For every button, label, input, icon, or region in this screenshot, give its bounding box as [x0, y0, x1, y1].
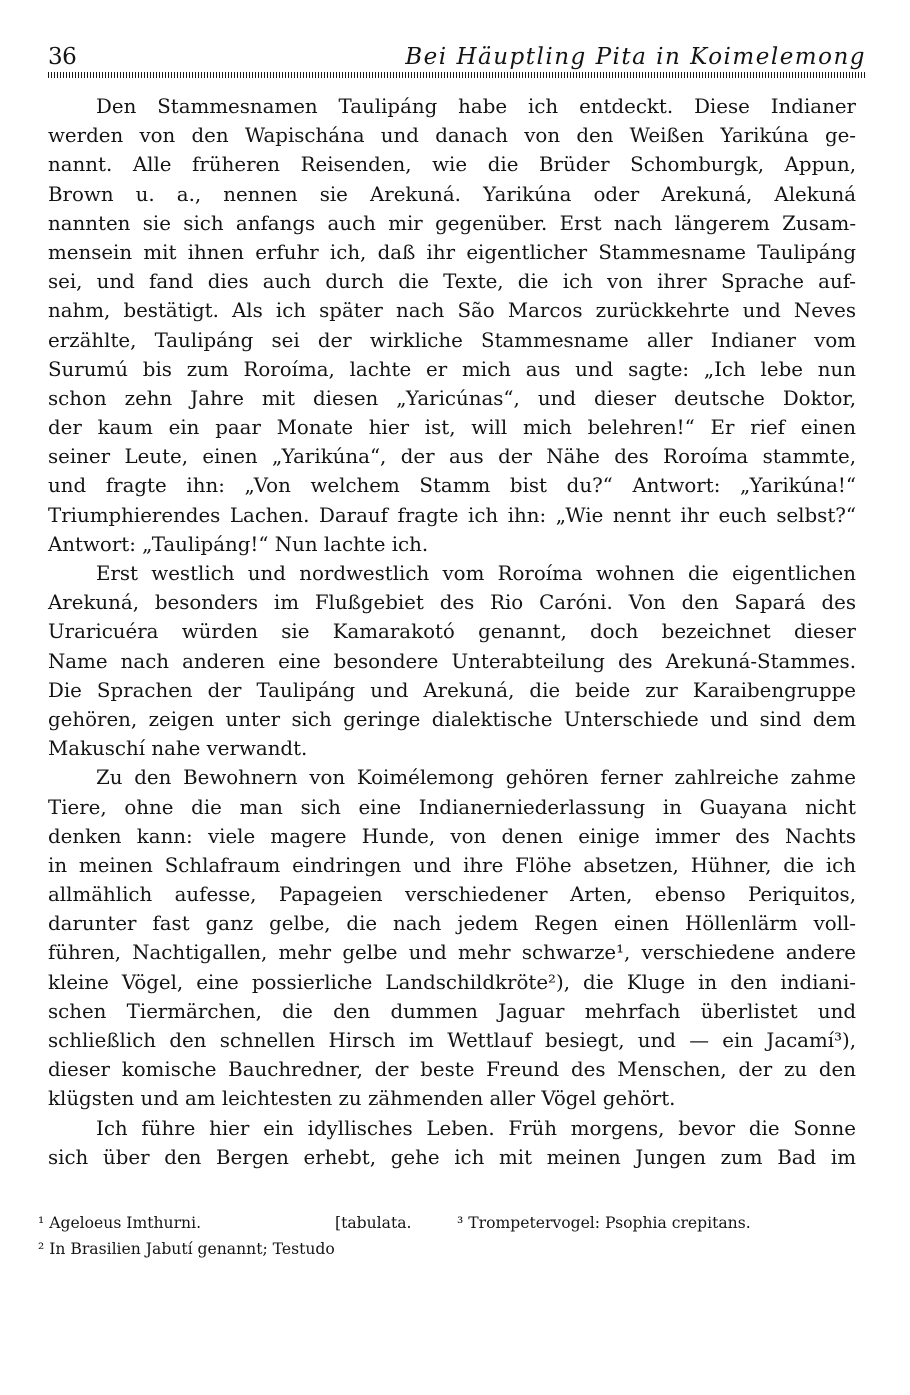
text-line: erzählte, Taulipáng sei der wirkliche Stammesname aller Indianer vom [48, 328, 856, 352]
body-text [48, 92, 856, 1172]
text-line: sei, und fand dies auch durch die Texte, die ich von ihrer Sprache auf- [48, 270, 856, 294]
text-line: Arekuná, besonders im Flußgebiet des Rio Caróni. Von den Sapará des [48, 591, 856, 615]
text-line: und fragte ihn: „Von welchem Stamm bist du?“ Antwort: „Yarikúna!“ [48, 474, 856, 498]
text-line: Tiere, ohne die man sich eine Indianerniederlassung in Guayana nicht [48, 795, 856, 819]
text-line: Name nach anderen eine besondere Unterabteilung des Arekuná-Stammes. [48, 649, 856, 673]
text-line: nannten sie sich anfangs auch mir gegenüber. Erst nach längerem Zusam- [48, 211, 856, 235]
text-line: seiner Leute, einen „Yarikúna“, der aus der Nähe des Roroíma stammte, [48, 445, 856, 469]
text-line: allmählich aufesse, Papageien verschiedener Arten, ebenso Periquitos, [48, 883, 856, 907]
text-line: Surumú bis zum Roroíma, lachte er mich aus und sagte: „Ich lebe nun [48, 357, 856, 381]
text-line: schon zehn Jahre mit diesen „Yaricúnas“, und dieser deutsche Doktor, [48, 386, 856, 410]
text-line: Erst westlich und nordwestlich vom Roroíma wohnen die eigentlichen [96, 562, 856, 585]
text-line: Antwort: „Taulipáng!“ Nun lachte ich. [48, 532, 429, 556]
text-line: der kaum ein paar Monate hier ist, will mich belehren!“ Er rief einen [48, 416, 856, 440]
text-line: nannt. Alle früheren Reisenden, wie die Brüder Schomburgk, Appun, [48, 153, 856, 177]
footnote-2: ² In Brasilien Jabutí genannt; Testudo [38, 1240, 335, 1258]
footnote-2-continuation: [tabulata. [335, 1214, 412, 1232]
text-line: Den Stammesnamen Taulipáng habe ich entdeckt. Diese Indianer [96, 95, 856, 118]
text-line: Ich führe hier ein idyllisches Leben. Früh morgens, bevor die Sonne [96, 1116, 856, 1140]
footnote-3: ³ Trompetervogel: Psophia crepitans. [457, 1214, 751, 1232]
text-line: führen, Nachtigallen, mehr gelbe und mehr schwarze¹, verschiedene andere [48, 941, 856, 965]
text-line: schließlich den schnellen Hirsch im Wettlauf besiegt, und — ein Jacamí³), [48, 1029, 856, 1052]
footnote-line [38, 1210, 858, 1236]
text-line: dieser komische Bauchredner, der beste Freund des Menschen, der zu den [48, 1058, 856, 1082]
text-line: werden von den Wapischána und danach von den Weißen Yarikúna ge- [48, 124, 856, 148]
text-line: mensein mit ihnen erfuhr ich, daß ihr eigentlicher Stammesname Taulipáng [48, 240, 856, 264]
footnote-line [38, 1236, 858, 1262]
text-line: Zu den Bewohnern von Koimélemong gehören ferner zahlreiche zahme [96, 766, 856, 790]
footnote-1: ¹ Ageloeus Imthurni. [38, 1214, 202, 1232]
footnotes [38, 1210, 858, 1262]
page-header [48, 42, 866, 82]
text-line: gehören, zeigen unter sich geringe dialektische Unterschiede und sind dem [48, 707, 856, 731]
text-line: kleine Vögel, eine possierliche Landschildkröte²), die Kluge in den indiani- [48, 970, 856, 994]
text-line: nahm, bestätigt. Als ich später nach São Marcos zurückkehrte und Neves [48, 299, 856, 323]
text-line: Die Sprachen der Taulipáng und Arekuná, die beide zur Karaibengruppe [48, 678, 856, 702]
page-number: 36 [48, 44, 77, 70]
text-line: Triumphierendes Lachen. Darauf fragte ich ihn: „Wie nennt ihr euch selbst?“ [48, 503, 856, 527]
text-line: schen Tiermärchen, die den dummen Jaguar mehrfach überlistet und [48, 999, 856, 1023]
running-title: Bei Häuptling Pita in Koimelemong [405, 44, 866, 70]
text-line: Uraricuéra würden sie Kamarakotó genannt, doch bezeichnet dieser [48, 620, 856, 644]
text-line: darunter fast ganz gelbe, die nach jedem Regen einen Höllenlärm voll- [48, 912, 856, 936]
text-line: denken kann: viele magere Hunde, von denen einige immer des Nachts [48, 824, 856, 848]
text-line: klügsten und am leichtesten zu zähmenden aller Vögel gehört. [48, 1087, 676, 1111]
text-line: Brown u. a., nennen sie Arekuná. Yarikúna oder Arekuná, Alekuná [48, 182, 856, 206]
text-line: sich über den Bergen erhebt, gehe ich mit meinen Jungen zum Bad im [48, 1145, 856, 1169]
text-line: Makuschí nahe verwandt. [48, 737, 308, 761]
header-rule [48, 72, 866, 78]
text-line: in meinen Schlafraum eindringen und ihre Flöhe absetzen, Hühner, die ich [48, 853, 856, 877]
